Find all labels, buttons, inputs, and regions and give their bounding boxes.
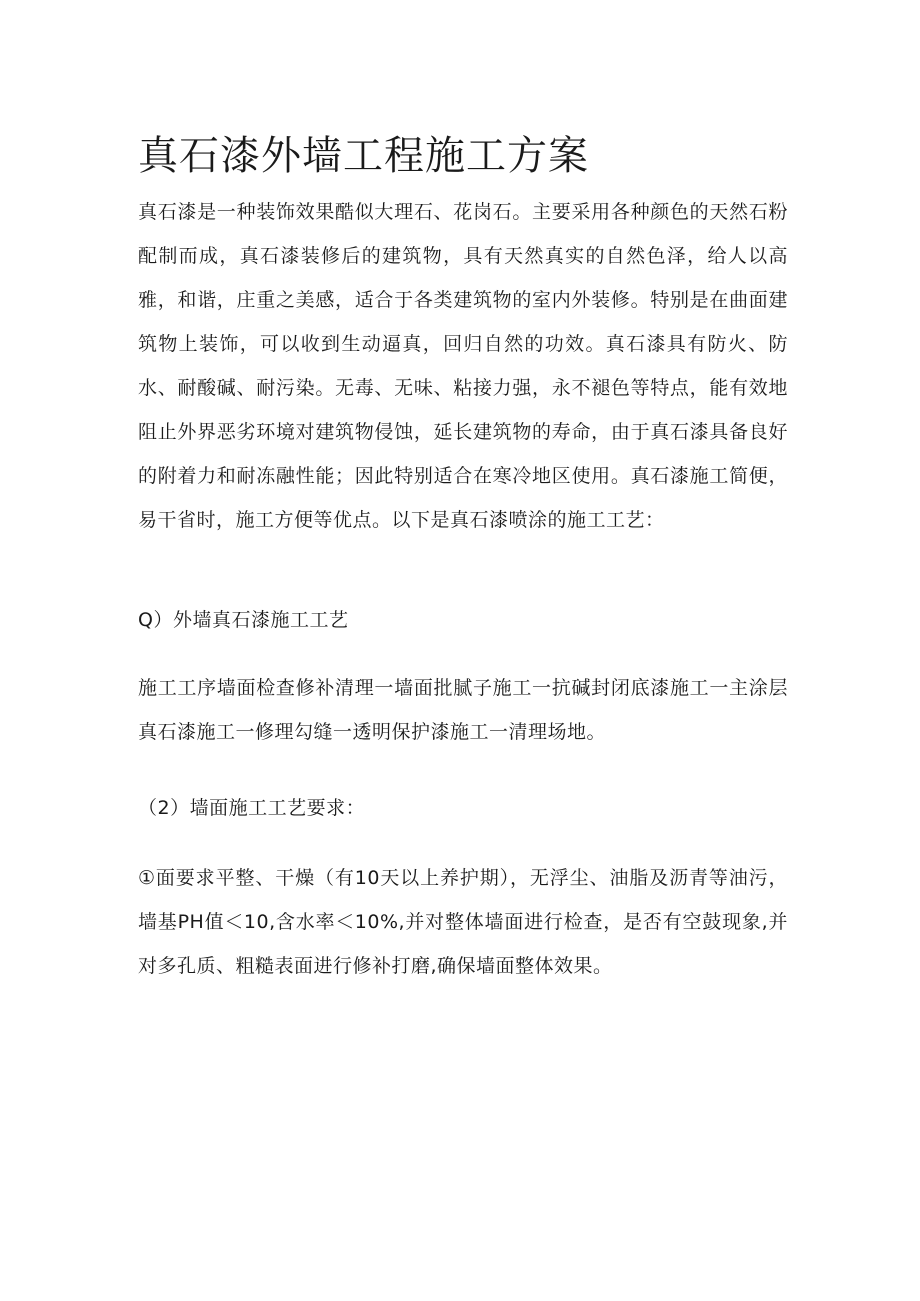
section1-heading: Q）外墙真石漆施工工艺 xyxy=(138,609,349,631)
document-title: 真石漆外墙工程施工方案 xyxy=(138,133,589,179)
intro-paragraph: 真石漆是一种装饰效果酷似大理石、花岗石。主要采用各种颜色的天然石粉配制而成，真石漆装修后的建筑物，具有天然真实的自然色泽，给人以高雅，和谐，庄重之美感，适合于各类建筑物的室内外装修。特别是在曲面建筑物上装饰，可以收到生动逼真，回归自然的功效。真石漆具有防火、防水、耐酸碱、耐污染。无毒、无味、粘接力强，永不褪色等特点，能有效地阻止外界恶劣环境对建筑物侵蚀，延长建筑物的寿命，由于真石漆具备良好的附着力和耐冻融性能；因此特别适合在寒冷地区使用。真石漆施工简便，易干省时，施工方便等优点。以下是真石漆喷涂的施工工艺： xyxy=(138,201,788,531)
section2-heading: （2）墙面施工工艺要求： xyxy=(138,797,366,819)
section2-body: ①面要求平整、干燥（有10天以上养护期），无浮尘、油脂及沥青等油污，墙基PH值＜10,含水率＜10%,并对整体墙面进行检查，是否有空鼓现象,并对多孔质、粗糙表面进行修补打磨,确保墙面整体效果。 xyxy=(138,867,788,977)
section1-body: 施工工序墙面检查修补清理一墙面批腻子施工一抗碱封闭底漆施工一主涂层真石漆施工一修理勾缝一透明保护漆施工一清理场地。 xyxy=(138,677,788,743)
